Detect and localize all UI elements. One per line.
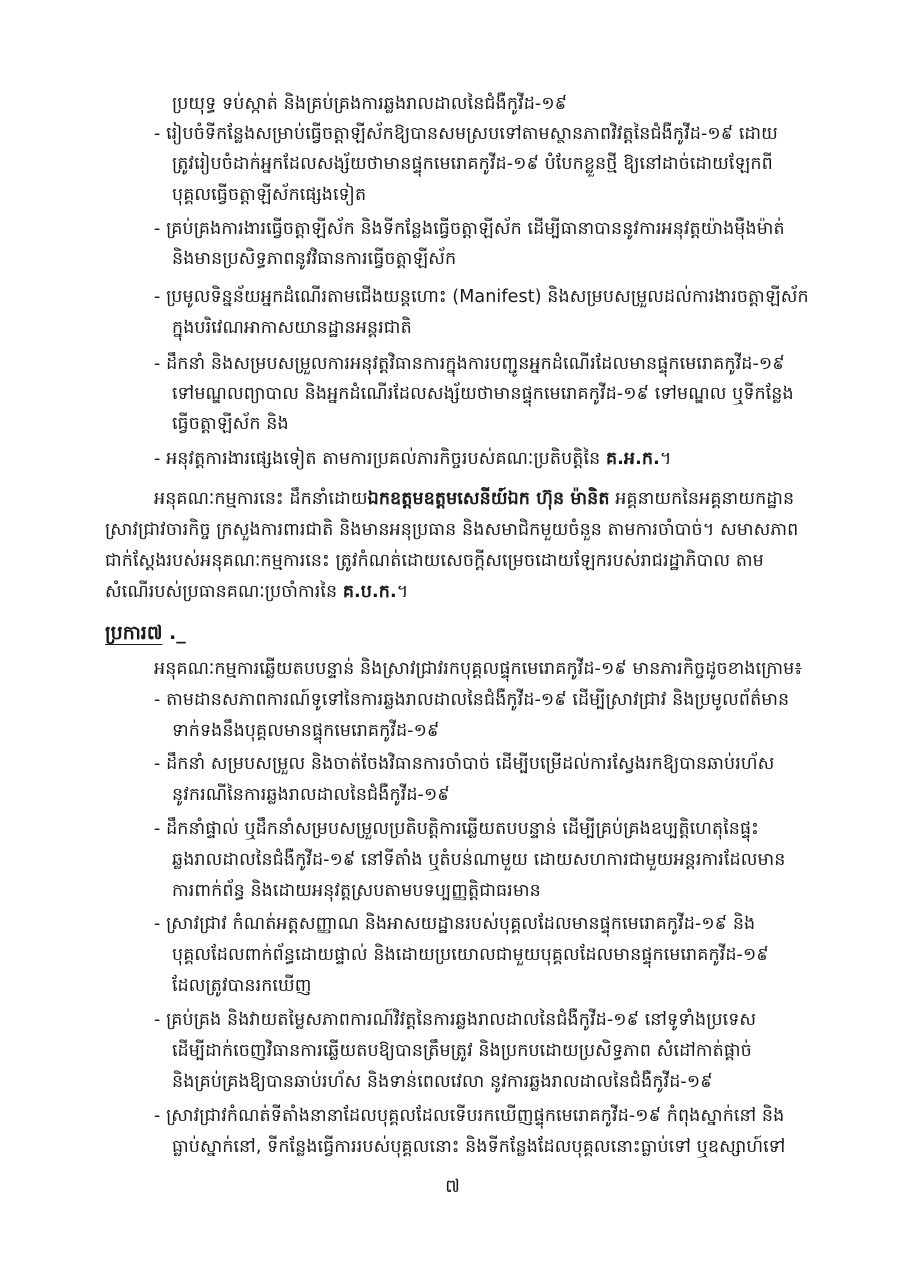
text-line: ដែលត្រូវបានរកឃើញ — [172, 976, 312, 996]
bullet-end: ។ — [659, 449, 672, 469]
text-line: ក្នុងបរិវេណអាកាសយានដ្ឋានអន្តរជាតិ — [172, 318, 412, 338]
paragraph-line: អនុគណៈកម្មការឆ្លើយតបបន្ទាន់ និងស្រាវជ្រាវរកបុគ្គលផ្ទុកមេរោគកូវីដ-១៩ មានភារកិច្ចដូចខាងក្រោម៖ — [154, 659, 803, 679]
bullet-item: - ស្រាវជ្រាវកំណត់ទីតាំងនានាដែលបុគ្គលដែលទើបរកឃើញផ្ទុកមេរោគកូវីដ-១៩ កំពុងស្នាក់នៅ និង — [154, 1106, 785, 1126]
bullet-item: - ដឹកនាំ សម្របសម្រួល និងចាត់ចែងវិធានការចាំបាច់ ដើម្បីបម្រើដល់ការស្វែងរកឱ្យបានឆាប់រហ័ស — [154, 754, 775, 774]
person-name: ឯកឧត្តមឧត្តមសេនីយ៍ឯក ហ៊ុន ម៉ានិត — [367, 489, 610, 509]
text-line: ទៅមណ្ឌលព្យាបាល និងអ្នកដំណើរដែលសង្ស័យថាមានផ្ទុកមេរោគកូវីដ-១៩ ទៅមណ្ឌល ឬទីកន្លែង — [172, 384, 794, 404]
text-line: ឆ្លងរាលដាលនៃជំងឺកូវីដ-១៩ នៅទីតាំង ឬតំបន់ណាមួយ ដោយសហការជាមួយអន្តរការដែលមាន — [172, 850, 786, 870]
text-line: ត្រូវរៀបចំដាក់អ្នកដែលសង្ស័យថាមានផ្ទុកមេរោគកូវីដ-១៩ បំបែកខ្លួនថ្មី ឱ្យនៅដាច់ដោយឡែកពី — [172, 154, 773, 174]
bullet-text: - អនុវត្តការងារផ្សេងទៀត តាមការប្រគល់ភារកិច្ចរបស់គណៈប្រតិបត្តិនៃ — [154, 449, 606, 469]
paragraph-line: ស្រាវជ្រាវចារកិច្ច ក្រសួងការពារជាតិ និងមានអនុប្រធាន និងសមាជិកមួយចំនួន តាមការចាំបាច់។ សមាសភាព — [105, 520, 799, 540]
text-line: ការពាក់ព័ន្ធ និងដោយអនុវត្តស្របតាមបទប្បញ្ញត្តិជាធរមាន — [172, 881, 541, 901]
bullet-item: - ដឹកនាំផ្ទាល់ ឬដឹកនាំសម្របសម្រួលប្រតិបត្តិការឆ្លើយតបបន្ទាន់ ដើម្បីគ្រប់គ្រងឧប្បត្តិហេតុនៃផ្ទុះ — [154, 819, 759, 839]
article-heading — [105, 620, 186, 646]
text-line: ធ្លាប់ស្នាក់នៅ, ទីកន្លែងធ្វើការរបស់បុគ្គលនោះ និងទីកន្លែងដែលបុគ្គលនោះធ្លាប់ទៅ ឬឧស្សាហ៍ទៅ — [172, 1137, 786, 1157]
text-line: បុគ្គលដែលពាក់ព័ន្ធដោយផ្ទាល់ និងដោយប្រយោលជាមួយបុគ្គលដែលមានផ្ទុកមេរោគកូវីដ-១៩ — [172, 945, 769, 965]
text-line: ប្រយុទ្ធ ទប់ស្កាត់ និងគ្រប់គ្រងការឆ្លងរាលដាលនៃជំងឺកូវីដ-១៩ — [172, 94, 568, 114]
bullet-item: - គ្រប់គ្រង និងវាយតម្លៃសភាពការណ៍វិវត្តនៃការឆ្លងរាលដាលនៃជំងឺកូវីដ-១៩ នៅទូទាំងប្រទេស — [154, 1010, 757, 1030]
text-line: និងគ្រប់គ្រងឱ្យបានឆាប់រហ័ស និងទាន់ពេលវេលា នូវការឆ្លងរាលដាលនៃជំងឺកូវីដ-១៩ — [172, 1072, 713, 1092]
paragraph-text: ។ — [396, 582, 409, 602]
bullet-item: - តាមដានសភាពការណ៍ទូទៅនៃការឆ្លងរាលដាលនៃជំងឺកូវីដ-១៩ ដើម្បីស្រាវជ្រាវ និងប្រមូលព័ត៌មាន — [154, 690, 790, 710]
paragraph-text: សំណើរបស់ប្រធានគណៈប្រចាំការនៃ — [105, 582, 343, 602]
paragraph-text: អនុគណៈកម្មការនេះ ដឹកនាំដោយ — [154, 489, 368, 509]
page-number: ៧ — [445, 1176, 460, 1197]
abbreviation: គ.ប.ក. — [342, 582, 397, 602]
bullet-item: - ដឹកនាំ និងសម្របសម្រួលការអនុវត្តវិធានការក្នុងការបញ្ជូនអ្នកដំណើរដែលមានផ្ទុកមេរោគកូវីដ-១៩ — [154, 354, 785, 374]
bullet-item: - គ្រប់គ្រងការងារធ្វើចត្តាឡីស័ក និងទីកន្លែងធ្វើចត្តាឡីស័ក ដើម្បីធានាបាននូវការអនុវត្តយ៉ាងម៉ឺងម៉ាត់ — [154, 219, 785, 239]
bullet-item: - ប្រមូលទិន្នន័យអ្នកដំណើរតាមជើងយន្តហោះ (Manifest) និងសម្របសម្រួលដល់ការងារចត្តាឡីស័ក — [154, 287, 809, 307]
bullet-item: - ស្រាវជ្រាវ កំណត់អត្តសញ្ញាណ និងអាសយដ្ឋានរបស់បុគ្គលដែលមានផ្ទុកមេរោគកូវីដ-១៩ និង — [154, 914, 756, 934]
bullet-item — [154, 447, 671, 471]
text-line: នូវករណីនៃការឆ្លងរាលដាលនៃជំងឺកូវីដ-១៩ — [172, 785, 450, 805]
text-line: ដើម្បីដាក់ចេញវិធានការឆ្លើយតបឱ្យបានត្រឹមត្រូវ និងប្រកបដោយប្រសិទ្ធភាព សំដៅកាត់ផ្តាច់ — [172, 1041, 752, 1061]
text-line: ធ្វើចត្តាឡីស័ក និង — [172, 414, 289, 434]
paragraph-text: អគ្គនាយកនៃអគ្គនាយកដ្ឋាន — [609, 489, 795, 509]
text-line: បុគ្គលធ្វើចត្តាឡីស័កផ្សេងទៀត — [172, 185, 367, 205]
paragraph-line — [105, 580, 408, 604]
text-line: និងមានប្រសិទ្ធភាពនូវវិធានការធ្វើចត្តាឡីស័ក — [172, 249, 457, 269]
heading-suffix: ._ — [162, 622, 186, 644]
paragraph-line — [154, 487, 794, 511]
text-line: ទាក់ទងនឹងបុគ្គលមានផ្ទុកមេរោគកូវីដ-១៩ — [172, 721, 440, 741]
abbreviation: គ.អ.ក. — [605, 449, 660, 469]
paragraph-line: ជាក់ស្តែងរបស់អនុគណៈកម្មការនេះ ត្រូវកំណត់ដោយសេចក្តីសម្រេចដោយឡែករបស់រាជរដ្ឋាភិបាល តាម — [105, 551, 764, 571]
bullet-item: - រៀបចំទីកន្លែងសម្រាប់ធ្វើចត្តាឡីស័កឱ្យបានសមស្របទៅតាមស្ថានភាពវិវត្តនៃជំងឺកូវីដ-១៩ ដោយ — [154, 124, 778, 144]
article-label: ប្រការ៧ — [105, 622, 163, 644]
